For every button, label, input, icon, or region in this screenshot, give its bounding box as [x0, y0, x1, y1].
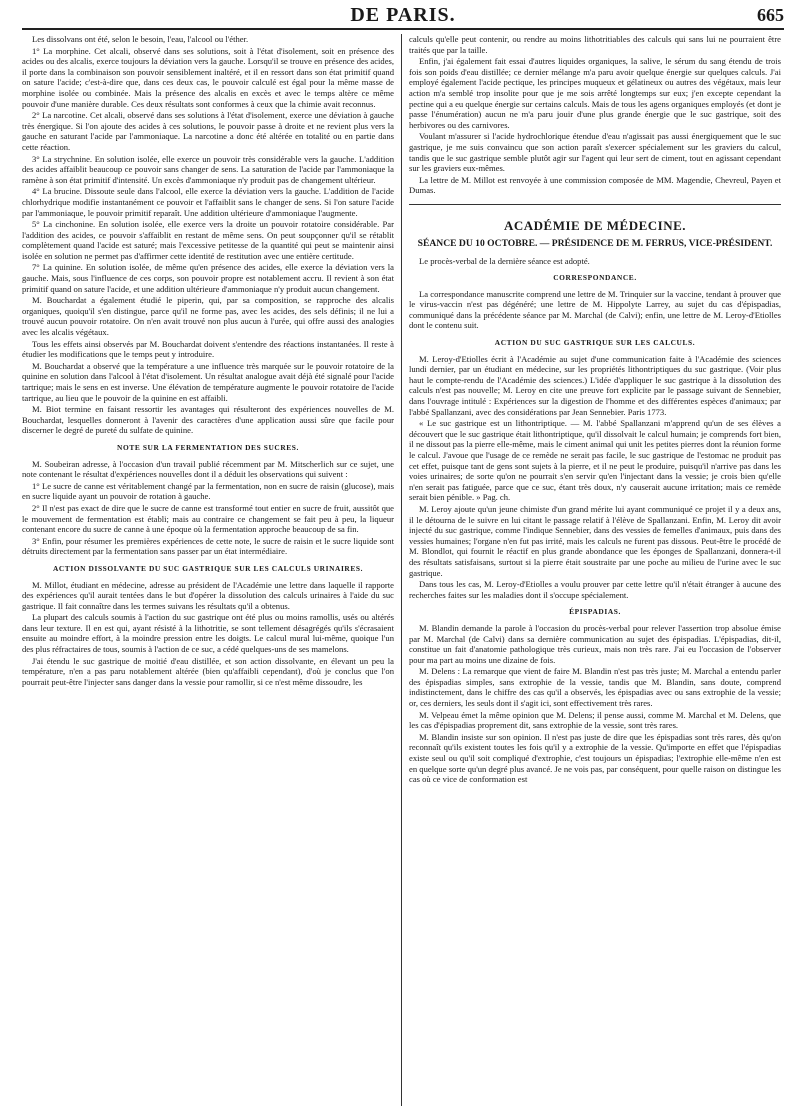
academy-heading: ACADÉMIE DE MÉDECINE. — [503, 217, 687, 233]
columns — [22, 34, 784, 1106]
paragraph: M. Velpeau émet la même opinion que M. Delens; il pense aussi, comme M. Marchal et M. Delens, que les cas d'épispadias proprement dit, sans extrophie de la vessie, sont très rares. — [409, 709, 781, 731]
paragraph: M. Leroy-d'Etiolles écrit à l'Académie au sujet d'une communication faite à l'Académie des sciences lundi dernier, par un étudiant en médecine, sur les propriétés lithontriptiques du suc gastrique. (Voir plus haut le compte-rendu de l'Académie des sciences.) L'idée d'appliquer le suc gastrique à la dissolution des calculs n'est pas nouvelle; M. Leroy en cite une preuve fort explicite par le passage suivant de Sennebier, dans l'ouvrage intitulé : Expériences sur la digestion de l'homme et des différentes espèces d'animaux; par l'abbé Spallanzani, avec des considérations par Jean Sennebier. Paris 1773. — [409, 353, 781, 417]
section-heading: ÉPISPADIAS. — [569, 607, 621, 617]
paragraph: M. Blandin demande la parole à l'occasion du procès-verbal pour relever l'assertion trop absolue émise par M. Marchal (de Calvi) dans sa dernière communication au sujet des épispadias. L'épispadias, dit-il, constitue un fait d'anatomie pathologique très curieux, mais non très rare. J'ai eu l'occasion de l'observer pour ma part au moins une dizaine de fois. — [409, 622, 781, 665]
paragraph: 4° La brucine. Dissoute seule dans l'alcool, elle exerce la déviation vers la gauche. L'addition de l'acide chlorhydrique modifie instantanément ce pouvoir et l'affaiblit sans le changer de sens. Si l'on sature l'acide par l'ammoniaque, le pouvoir primitif reparaît. Une addition ultérieure d'ammoniaque l'augmente. — [22, 186, 394, 218]
paragraph: La correspondance manuscrite comprend une lettre de M. Trinquier sur la vaccine, tendant à prouver que le virus-vaccin n'est pas dégénéré; une lettre de M. Hippolyte Larrey, au sujet du cas d'épispadias, communiqué dans la précédente séance par M. Marchal (de Calvi); enfin, une lettre de M. Leroy-d'Etiolles dont le contenu suit. — [409, 288, 781, 331]
divider — [409, 204, 781, 205]
paragraph: 2° Il n'est pas exact de dire que le sucre de canne est transformé tout entier en sucre de fruit, aussitôt que le mouvement de fermentation est établi; mais au contraire ce changement se fait peu à peu, la liqueur contenant encore du sucre de canne à une époque où la fermentation approche beaucoup de sa fin. — [22, 502, 394, 535]
paragraph: Enfin, j'ai également fait essai d'autres liquides organiques, la salive, le sérum du sang étendu de trois fois son poids d'eau distillée; ce dernier mélange m'a paru avoir quelque énergie sur quelques calculs. J'ai employé également l'acide pectique, les principes muqueux et gélatineux ou autres des végétaux, mais leur action m'a semblé trop insolite pour que je me sois arrêté longtemps sur eux; j'en excepte cependant la pectine qui a eu quelque énergie sur certains calculs. Mais de tous les agens organiques employés (et dont je passe l'énumération) aucun ne m'a paru jouir d'une plus grande énergie que le suc gastrique, soit des herbivores ou des carnivores. — [409, 56, 781, 130]
section-heading: ACTION DISSOLVANTE DU SUC GASTRIQUE SUR LES CALCULS URINAIRES. — [52, 563, 364, 573]
paragraph: Tous les effets ainsi observés par M. Bouchardat doivent s'entendre des réactions instantanées. Il reste à étudier les modifications que le temps peut y introduire. — [22, 338, 394, 360]
paragraph: La lettre de M. Millot est renvoyée à une commission composée de MM. Magendie, Chevreul, Payen et Dumas. — [409, 174, 781, 196]
left-column — [22, 34, 401, 1106]
paragraph: M. Leroy ajoute qu'un jeune chimiste d'un grand mérite lui ayant communiqué ce projet il y a deux ans, il le détourna de le suivre en lui citant le passage relatif à l'élève de Spallanzani. Enfin, M. Leroy dit avoir injecté du suc gastrique, comme l'indique Sennebier, dans des vessies de femelles d'animaux, puis dans des vessies humaines; l'organe n'en fut pas irrité, mais les calculs ne furent pas dissous. Peut-être le procédé de M. Blondlot, qui fournit le réactif en plus grande abondance que les éponges de Spallanzani, donnera-t-il des résultats satisfaisans, surtout si la pierre était soustraite par une poche au milieu de l'urine avec le suc gastrique. — [409, 503, 781, 578]
paragraph: 3° La strychnine. En solution isolée, elle exerce un pouvoir très considérable vers la gauche. L'addition des acides affaiblit beaucoup ce pouvoir sans changer de sens. La saturation de l'acide par l'ammoniaque la ramène à son état primitif d'intensité. Un excès d'ammoniaque n'y produit pas de changement ultérieur. — [22, 153, 394, 185]
paragraph: 3° Enfin, pour résumer les premières expériences de cette note, le sucre de raisin et le sucre liquide sont détruits directement par la fermentation sans passer par un état intermédiaire. — [22, 535, 394, 557]
paragraph: Les dissolvans ont été, selon le besoin, l'eau, l'alcool ou l'éther. — [32, 34, 249, 44]
page-number: 665 — [757, 5, 784, 25]
paragraph: 5° La cinchonine. En solution isolée, elle exerce vers la droite un pouvoir rotatoire considérable. Par l'addition des acides, ce pouvoir s'affaiblit en restant de même sens. On peut soupçonner qu'il se rétablit complètement quand l'acide est saturé; mais l'excessive petitesse de la quantité qui peut se maintenir ainsi isolée en solution ne permet pas d'affirmer cette identité de restitution avec une entière certitude. — [22, 219, 394, 261]
section-heading: ACTION DU SUC GASTRIQUE SUR LES CALCULS. — [494, 338, 696, 348]
paragraph: 2° La narcotine. Cet alcali, observé dans ses solutions à l'état d'isolement, exerce une déviation à gauche très énergique. Si l'on ajoute des acides à ces solutions, le pouvoir passe à droite et ne revient plus vers la gauche en saturant l'acide par l'ammoniaque. La narcotine a donc été altérée en totalité ou en partie dans cette réaction. — [22, 110, 394, 152]
paragraph: M. Delens : La remarque que vient de faire M. Blandin n'est pas très juste; M. Marchal a entendu parler des épispadias simples, sans extrophie de la vessie, tandis que M. Blandin, sans doute, comprend indistinctement, dans le chiffre des cas qu'il a observés, les épispadias avec ou sans extrophie de la vessie; or, ces derniers, les seuls dont il s'agit ici, sont effectivement très rares. — [409, 666, 781, 709]
paragraph: J'ai étendu le suc gastrique de moitié d'eau distillée, et son action dissolvante, en élevant un peu la température, n'en a pas paru notablement altérée (bien qu'affaibli cependant), d'où je conclus que l'on pourrait peut-être l'injecter sans danger dans la vessie pour ramollir, si ce n'est même dissoudre, les — [22, 655, 394, 687]
paragraph: M. Blandin insiste sur son opinion. Il n'est pas juste de dire que les épispadias sont très rares, dès qu'on reconnaît qu'ils existent toutes les fois qu'il y a extrophie de la vessie. Qu'importe en effet que l'épispadias existe seul ou qu'il soit compliqué d'extrophie, c'est toujours un épispadias; l'extrophie elle-même n'en est en quelque sorte qu'un degré plus avancé. Je ne vois pas, par conséquent, pour quelle raison on distingue les cas où ce vice de conformation est — [409, 731, 781, 785]
paragraph: Voulant m'assurer si l'acide hydrochlorique étendue d'eau n'agissait pas aussi énergiquement que le suc gastrique, je me suis convaincu que son action paraît s'exercer spécialement sur les graviers du calcul, tandis que le suc gastrique semble plutôt agir sur l'agent qui leur sert de ciment, tout en agissant cependant sur les graviers eux-mêmes. — [409, 131, 781, 174]
paragraph: 1° La morphine. Cet alcali, observé dans ses solutions, soit à l'état d'isolement, soit en présence des acides ou des alcalis, exerce toujours la déviation vers la gauche. Lorsqu'il se trouve en présence des acides, il porte dans la combinaison son pouvoir sensiblement inaltéré, et il en ressort dans son état primitif quand on sature l'acide; c'est-à-dire que, dans ces deux cas, le pouvoir calculé est égal pour la même masse de morphine isolée ou combinée. Mais la présence des alcalis en excès et avec le temps altère ce même pouvoir d'une manière durable. Ces deux résultats sont conformes à ceux que la chimie avait reconnus. — [22, 45, 394, 109]
section-heading: NOTE SUR LA FERMENTATION DES SUCRES. — [117, 442, 299, 452]
page-title: DE PARIS. — [350, 4, 456, 26]
paragraph: M. Bouchardat a également étudié le piperin, qui, par sa composition, se rapproche des alcalis organiques, quoiqu'il s'en distingue, parce qu'il ne forme pas, avec les acides, des sels définis; il ne lui a trouvé aucun pouvoir rotatoire. On n'en avait trouvé non plus aucun à l'urée, qui offre aussi des analogies avec les alcalis végétaux. — [22, 295, 394, 338]
right-column — [401, 34, 781, 1106]
paragraph: La plupart des calculs soumis à l'action du suc gastrique ont été plus ou moins ramollis, usés ou altérés dans leur texture. Il en est qui, ayant résisté à la lithotritie, se sont tellement désagrégés qu'ils s'écrasaient ensuite au moindre effort, à la moindre pression entre les doigts. Le calcul mural lui-même, quoique l'un des plus réfractaires de tous, soumis à l'action de ce suc, a cédé quelques-uns de ses mamelons. — [22, 612, 394, 655]
paragraph: 7° La quinine. En solution isolée, de même qu'en présence des acides, elle exerce la déviation vers la gauche. Mais, sous l'influence de ces corps, son pouvoir propre est notablement accru. Il revient à son état primitif quand on sature l'acide, et une addition ultérieure d'ammoniaque n'y produit aucun changement. — [22, 262, 394, 294]
paragraph: « Le suc gastrique est un lithontriptique. — M. l'abbé Spallanzani m'apprend qu'un de ses élèves a découvert que le suc gastrique était lithontriptique, qu'il dissolvait le calcul humain; je comprends fort bien, il ne dissout pas la pierre elle-même, mais le ciment animal qui unit les petites pierres dont la réunion forme le calcul. J'avoue que l'usage de ce remède ne serait pas facile, le suc gastrique de l'estomac ne produit pas cet effet, puisque tant de gens sont sujets à la pierre, et il ne peut le produire, puisqu'il n'arrive pas dans les voies urinaires; de sorte qu'on ne pourrait s'en servir qu'en l'injectant dans la vessie; je crois bien qu'elle n'en serait pas fatiguée, parce que ce suc, étant très doux, n'y causerait aucune irritation; mais ce remède serait bien pénible. » Pag. ch. — [409, 418, 781, 503]
paragraph: Dans tous les cas, M. Leroy-d'Etiolles a voulu prouver par cette lettre qu'il n'était étranger à aucune des recherches faites sur les maladies dont il s'occupe spécialement. — [409, 579, 781, 600]
paragraph: calculs qu'elle peut contenir, ou rendre au moins lithotritiables des calculs qui sans lui ne pourraient être traités que par la taille. — [409, 34, 781, 55]
section-heading: CORRESPONDANCE. — [553, 273, 637, 283]
paragraph: 1° Le sucre de canne est véritablement changé par la fermentation, non en sucre de raisin (glucose), mais en sucre liquide ayant un pouvoir de rotation à gauche. — [22, 480, 394, 502]
paragraph: Le procès-verbal de la dernière séance est adopté. — [419, 255, 590, 266]
paragraph: M. Millot, étudiant en médecine, adresse au président de l'Académie une lettre dans laquelle il rapporte des expériences qu'il aurait tentées dans le but d'opérer la dissolution des calculs urinaires à l'aide du suc gastrique. Il fait connaître dans les termes suivans les résultats qu'il a obtenus. — [22, 579, 394, 611]
session-heading: SÉANCE DU 10 OCTOBRE. — PRÉSIDENCE DE M. FERRUS, VICE-PRÉSIDENT. — [417, 237, 773, 249]
running-head — [22, 0, 784, 30]
newspaper-page — [22, 0, 784, 1106]
paragraph: M. Biot termine en faisant ressortir les avantages qui résulteront des expériences nouvelles de M. Bouchardat, lesquelles donneront à l'avenir des caractères d'une application aussi sûre que facile pour discerner le degré de pureté du sulfate de quinine. — [22, 404, 394, 436]
paragraph: M. Soubeiran adresse, à l'occasion d'un travail publié récemment par M. Mitscherlich sur ce sujet, une note contenant le résultat d'expériences nouvelles dont il a déduit les observations qui suivent : — [22, 458, 394, 480]
paragraph: M. Bouchardat a observé que la température a une influence très marquée sur le pouvoir rotatoire de la quinine en solution dans l'alcool à l'état d'isolement. Un résultat analogue avait déjà été signalé pour l'acide tartrique; mais le sens en est inverse. Une élévation de température augmente le pouvoir rotatoire de l'acide tartrique, au lieu que le pouvoir de la quinine en est affaibli. — [22, 360, 394, 403]
